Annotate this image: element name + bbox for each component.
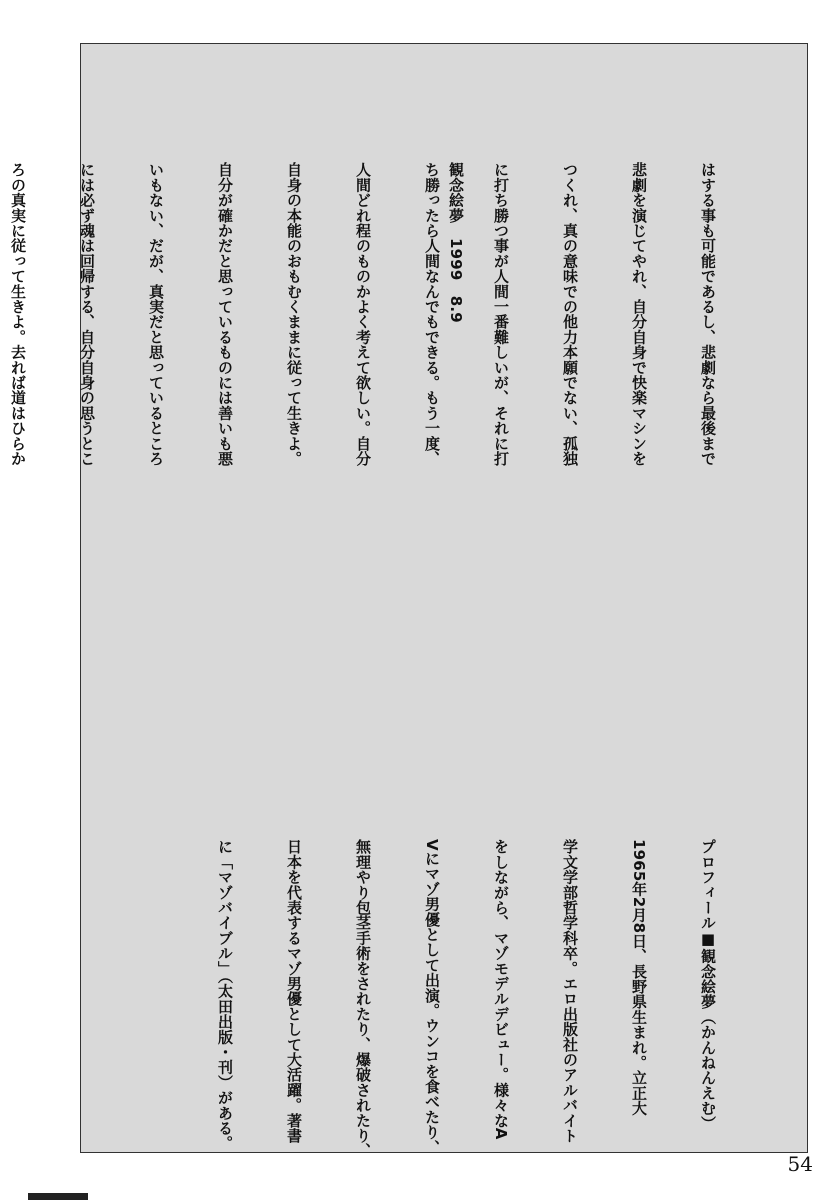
profile-text (167, 839, 765, 1159)
profile-line: 日本を代表するマゾ男優として大活躍。著書 (285, 839, 303, 1143)
essay-line: 悲劇を演じてやれ、自分自身で快楽マシンを (630, 162, 648, 466)
profile-line: 1965年2月8日、長野県生まれ。立正大 (630, 839, 648, 1116)
essay-line: ち勝ったら人間なんでもできる。もう一度、 (423, 162, 441, 466)
signature: 観念絵夢 1999 8.9 (447, 162, 465, 323)
essay-line: 自分が確かだと思っているものには善いも悪 (216, 162, 234, 466)
essay-line: には必ず魂は回帰する、自分自身の思うとこ (78, 162, 96, 466)
page-number: 54 (787, 1152, 813, 1176)
essay-line: ろの真実に従って生きよ。去れば道はひらか (9, 162, 27, 466)
essay-text (0, 162, 765, 562)
profile-line: Vにマゾ男優として出演。ウンコを食べたり、 (423, 839, 441, 1155)
essay-line: 自身の本能のおもむくままに従って生きよ。 (285, 162, 303, 466)
essay-line: に打ち勝つ事が人間一番難しいが、それに打 (492, 162, 510, 466)
essay-line: はする事も可能であるし、悲劇なら最後まで (699, 162, 717, 466)
essay-line: つくれ、真の意味での他力本願でない、孤独 (561, 162, 579, 466)
profile-line: 無理やり包茎手術をされたり、爆破されたり、 (354, 839, 372, 1159)
text-panel (9, 43, 808, 1159)
profile-line: に「マゾバイブル」（太田出版・刊）がある。 (216, 839, 234, 1151)
essay-line: いもない、だが、真実だと思っているところ (147, 162, 165, 466)
bottom-edge-mark (28, 1193, 88, 1200)
profile-line: プロフィール■観念絵夢（かんねんえむ） (699, 839, 717, 1131)
profile-line: をしながら、マゾモデルデビュー。様々なA (492, 839, 510, 1140)
profile-line: 学文学部哲学科卒。エロ出版社のアルバイト (561, 839, 579, 1143)
essay-line: 人間どれ程のものかよく考えて欲しい。自分 (354, 162, 372, 466)
